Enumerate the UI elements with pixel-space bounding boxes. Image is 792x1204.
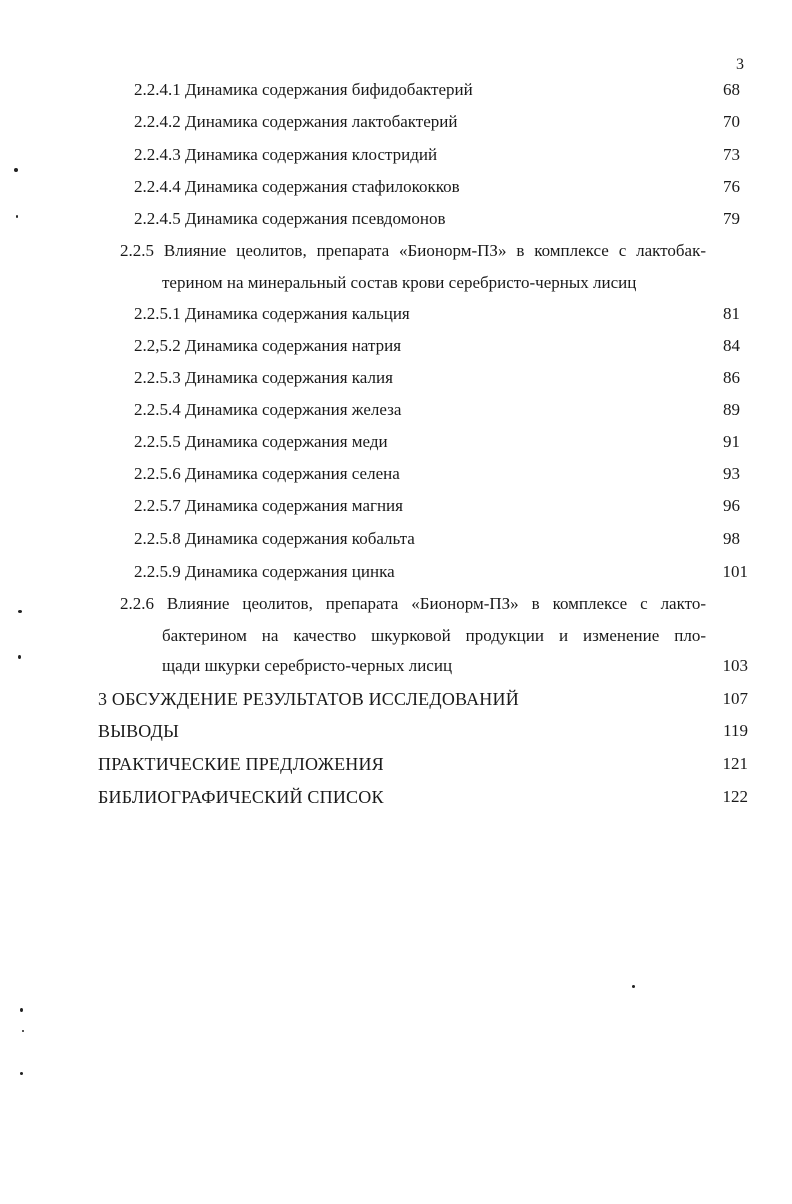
scan-speck (20, 1008, 23, 1012)
toc-entry-2-2-4-2-title[interactable]: 2.2.4.2 Динамика содержания лактобактерий (134, 112, 458, 131)
scan-speck (14, 168, 18, 172)
toc-entry-2-2-5-8-page: 98 (723, 529, 740, 548)
toc-entry-2-2-4-5-title[interactable]: 2.2.4.5 Динамика содержания псевдомонов (134, 209, 446, 228)
toc-entry-2-2-5-9-page: 101 (722, 562, 748, 581)
toc-entry-practical-title[interactable]: ПРАКТИЧЕСКИЕ ПРЕДЛОЖЕНИЯ (98, 754, 384, 774)
toc-entry-2-2-5-line1[interactable]: 2.2.5 Влияние цеолитов, препарата «Бионорм-ПЗ» в комплексе с лактобак- (120, 241, 706, 260)
toc-entry-2-2-6-line1[interactable]: 2.2.6 Влияние цеолитов, препарата «Бионорм-ПЗ» в комплексе с лакто- (120, 594, 706, 613)
toc-entry-3-title[interactable]: 3 ОБСУЖДЕНИЕ РЕЗУЛЬТАТОВ ИССЛЕДОВАНИЙ (98, 689, 519, 709)
toc-entry-bibliography-page: 122 (722, 787, 748, 806)
page-number: 3 (736, 56, 744, 73)
toc-entry-2-2-5-5-page: 91 (723, 432, 740, 451)
toc-entry-2-2-5-7-page: 96 (723, 496, 740, 515)
toc-entry-2-2-6-line3[interactable]: щади шкурки серебристо-черных лисиц (162, 656, 453, 675)
toc-entry-2-2-5-2-page: 84 (723, 336, 740, 355)
scan-speck (22, 1030, 24, 1032)
toc-entry-2-2-4-1-page: 68 (723, 80, 740, 99)
toc-entry-2-2-4-3-title[interactable]: 2.2.4.3 Динамика содержания клостридий (134, 145, 438, 164)
toc-entry-2-2-5-7-title[interactable]: 2.2.5.7 Динамика содержания магния (134, 496, 403, 515)
toc-entry-2-2-4-5-page: 79 (723, 209, 740, 228)
toc-entry-2-2-5-4-page: 89 (723, 400, 740, 419)
toc-entry-2-2-5-6-page: 93 (723, 464, 740, 483)
toc-entry-2-2-5-4-title[interactable]: 2.2.5.4 Динамика содержания железа (134, 400, 402, 419)
toc-entry-2-2-4-2-page: 70 (723, 112, 740, 131)
scan-speck (632, 985, 635, 988)
toc-entry-2-2-5-2-title[interactable]: 2.2,5.2 Динамика содержания натрия (134, 336, 402, 355)
toc-entry-conclusions-title[interactable]: ВЫВОДЫ (98, 721, 179, 741)
toc-entry-2-2-4-4-page: 76 (723, 177, 740, 196)
toc-entry-2-2-5-6-title[interactable]: 2.2.5.6 Динамика содержания селена (134, 464, 400, 483)
toc-entry-2-2-6-line2[interactable]: бактерином на качество шкурковой продукции и изменение пло- (162, 626, 706, 645)
toc-entry-2-2-5-3-title[interactable]: 2.2.5.3 Динамика содержания калия (134, 368, 393, 387)
toc-entry-2-2-4-1-title[interactable]: 2.2.4.1 Динамика содержания бифидобактерий (134, 80, 473, 99)
scan-speck (16, 215, 18, 218)
toc-entry-2-2-5-1-title[interactable]: 2.2.5.1 Динамика содержания кальция (134, 304, 410, 323)
scan-speck (18, 610, 22, 613)
toc-entry-2-2-5-9-title[interactable]: 2.2.5.9 Динамика содержания цинка (134, 562, 395, 581)
scan-speck (18, 655, 21, 659)
toc-entry-2-2-5-line2[interactable]: терином на минеральный состав крови серебристо-черных лисиц (162, 273, 637, 292)
toc-entry-conclusions-page: 119 (723, 721, 748, 740)
toc-entry-2-2-5-1-page: 81 (723, 304, 740, 323)
toc-entry-2-2-5-8-title[interactable]: 2.2.5.8 Динамика содержания кобальта (134, 529, 415, 548)
toc-entry-2-2-5-5-title[interactable]: 2.2.5.5 Динамика содержания меди (134, 432, 388, 451)
toc-entry-2-2-4-3-page: 73 (723, 145, 740, 164)
toc-entry-3-page: 107 (722, 689, 748, 708)
toc-entry-practical-page: 121 (722, 754, 748, 773)
toc-entry-bibliography-title[interactable]: БИБЛИОГРАФИЧЕСКИЙ СПИСОК (98, 787, 384, 807)
toc-entry-2-2-4-4-title[interactable]: 2.2.4.4 Динамика содержания стафилококков (134, 177, 460, 196)
toc-entry-2-2-6-page: 103 (722, 656, 748, 675)
toc-entry-2-2-5-3-page: 86 (723, 368, 740, 387)
scan-speck (20, 1072, 23, 1075)
